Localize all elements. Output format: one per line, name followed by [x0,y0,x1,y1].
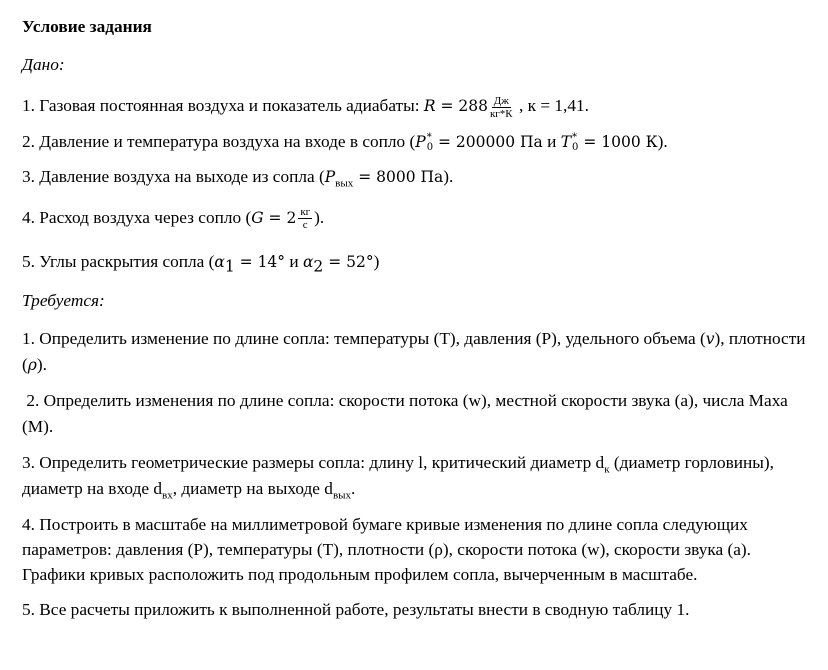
subscript: вых [332,489,352,502]
value: = 200000 Па [433,132,543,151]
value: = 52° [323,253,374,272]
var-alpha: α [214,253,225,272]
required-item-5: 5. Все расчеты приложить к выполненной работе, результаты внести в сводную таблицу 1. [22,600,690,620]
text: 2. Давление и температура воздуха на входе в сопло ( [22,131,416,151]
unit-den: с [302,219,308,232]
value: = 2 [263,208,297,227]
var-p: P [415,132,426,151]
required-item-4: 4. Построить в масштабе на миллиметровой бумаге кривые изменения по длине сопла следующих параметров: давления (Р), температуры (Т), плотности (ρ), скорости потока (w), скорости звука (а). Графики кривых расположить под продольным профилем сопла, вычерченным в масштабе. [22,515,751,585]
subscript: вых [335,176,354,189]
text: 1. Определить изменение по длине сопла: температуры (Т), давления (Р), удельного объема ( [22,329,706,349]
text: 3. Определить геометрические размеры сопла: длину l, критический диаметр d [22,453,605,473]
value: = 8000 Па [353,167,444,186]
unit-num: Дж [493,94,509,107]
text: и [542,131,561,151]
subscript: вх [162,489,173,502]
given-label: Дано: [22,55,65,74]
given-item-3 [22,164,814,190]
var-alpha: α [302,253,314,272]
given-item-2 [22,129,814,155]
var-r: R [423,97,436,115]
text: 3. Давление воздуха на выходе из сопла ( [22,166,325,186]
text: ) [373,252,380,272]
required-item-3 [22,450,814,502]
text: 4. Расход воздуха через сопло ( [22,207,252,227]
text: (диаметр горловины), диаметр на входе d [22,453,774,499]
value: = 14° [234,253,286,272]
var-rho: ρ [27,356,37,375]
text: 5. Углы раскрытия сопла ( [22,252,215,272]
subscript: 0 [572,141,579,153]
unit-den: кг*К [489,107,513,120]
var-g: G [251,208,264,227]
text: и [285,252,303,272]
required-item-1 [22,326,814,378]
text: ). [314,207,325,227]
required-item-2: 2. Определить изменения по длине сопла: скорости потока (w), местной скорости звука (а), числа Маха (М). [22,391,793,437]
subscript: 0 [426,141,434,153]
unit-num: кг [300,206,311,219]
text: ). [36,355,47,375]
given-item-5 [22,249,814,275]
text: , диаметр на выходе d [172,479,333,499]
subscript: 2 [313,257,324,276]
subscript: 1 [224,257,235,276]
text: , к = 1,41. [514,96,589,115]
value: = 288 [435,97,488,115]
value: = 1000 К [578,132,658,151]
given-item-4 [22,205,814,232]
required-label: Требуется: [22,291,105,311]
text: ), плотности ( [22,329,806,375]
unit-fraction [490,95,513,120]
unit-fraction [298,206,312,231]
var-t: T [560,132,572,151]
text: ). [443,166,454,186]
text: ). [657,131,668,151]
superscript: * [426,131,432,143]
heading-task-condition: Условие задания [22,17,152,36]
var-v: v [705,330,715,349]
subscript: к [604,463,610,476]
superscript: * [572,131,578,143]
text: . [351,479,356,499]
given-item-1 [22,93,814,120]
var-p: P [324,167,336,186]
text: 1. Газовая постоянная воздуха и показатель адиабаты: [22,96,424,115]
